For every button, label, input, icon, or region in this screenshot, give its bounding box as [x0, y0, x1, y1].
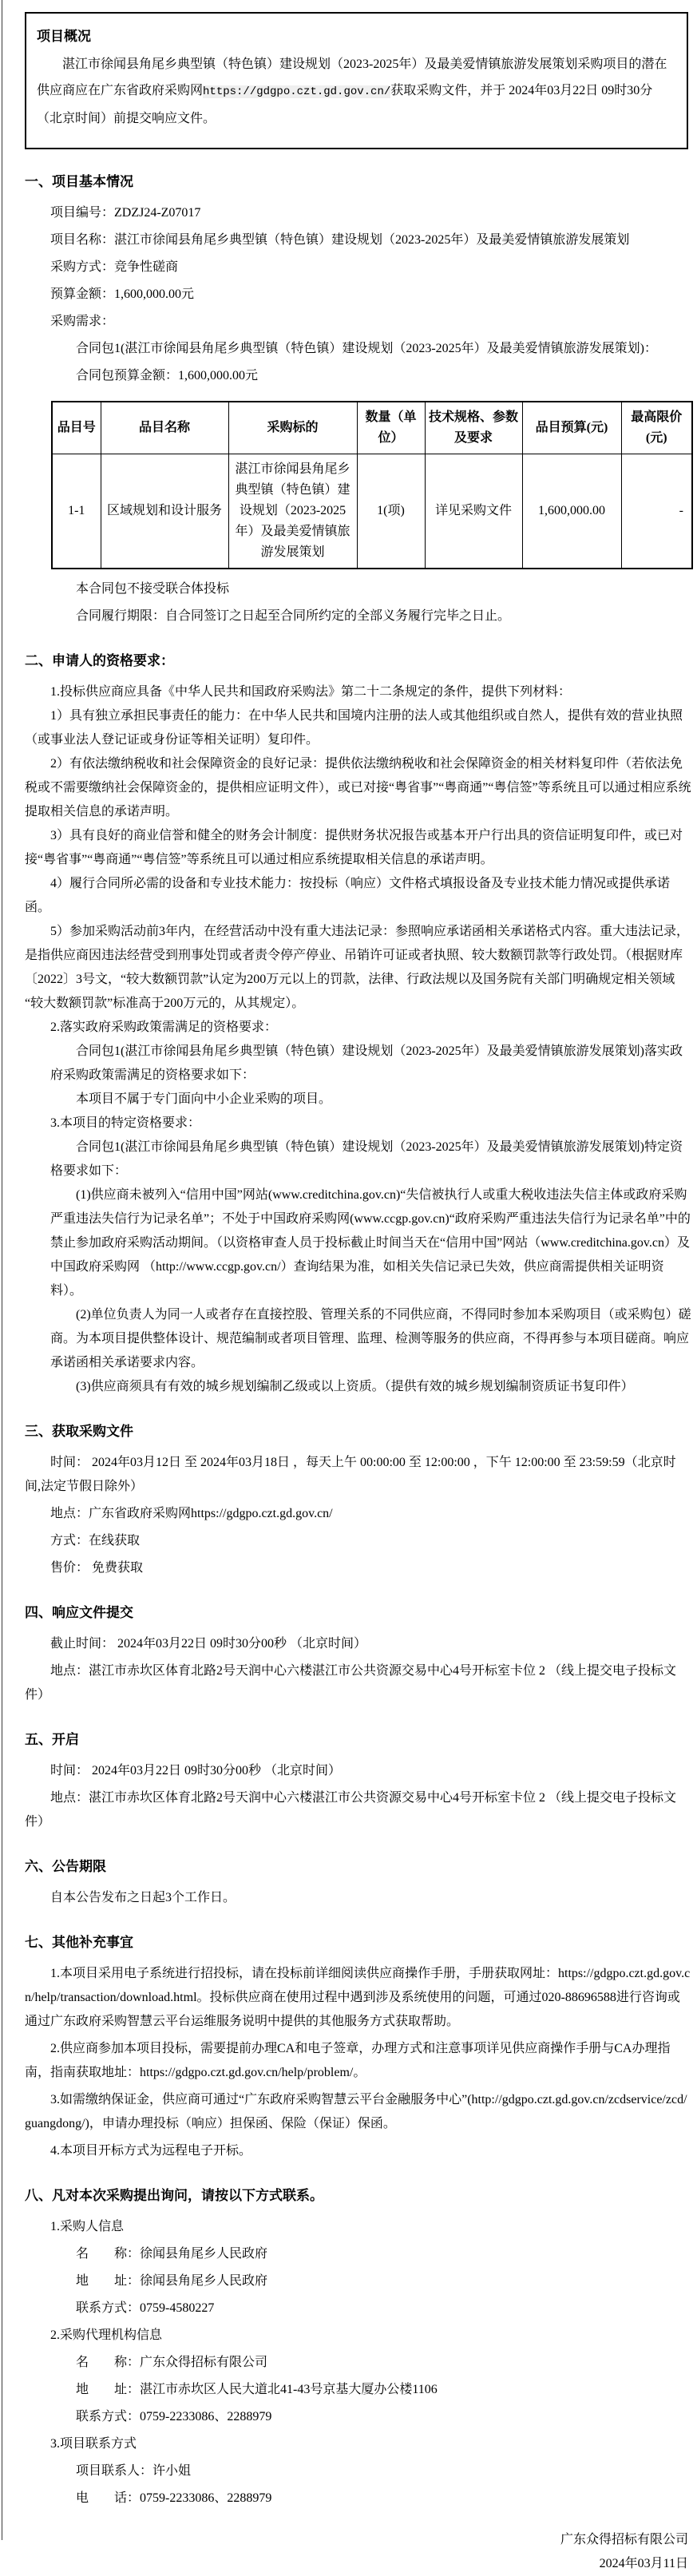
not-sme-project-note: 本项目不属于专门面向中小企业采购的项目。: [76, 1092, 332, 1106]
procurement-site-url: https://gdgpo.czt.gd.gov.cn/: [203, 85, 391, 98]
procurement-method-line: 采购方式：竞争性磋商: [50, 260, 179, 274]
items-table: [51, 401, 693, 569]
cell-max-price: -: [621, 454, 692, 569]
supplement-item-3: 3.如需缴纳保证金，供应商可通过“广东政府采购智慧云平台金融服务中心”(http://gdgpo.czt.gd.gov.cn/zcdservice/zcd/guangdong/)，申请办理投标（响应）担保函、保险（保证）保函。: [25, 2093, 687, 2130]
contract-duration-note: 合同履行期限：自合同签订之日起至合同所约定的全部义务履行完毕之日止。: [76, 609, 511, 623]
cell-item-budget: 1,600,000.00: [522, 454, 621, 569]
qualification-paragraph-5: 4）履行合同所必需的设备和专业技术能力：按投标（响应）文件格式填报设备及专业技术能力情况或提供承诺函。: [25, 877, 671, 914]
purchaser-name-line: 名 称：徐闻县角尾乡人民政府: [76, 2247, 268, 2261]
section-6-heading: 六、公告期限: [25, 1859, 106, 1874]
project-contact-title: 3.项目联系方式: [50, 2437, 137, 2451]
doc-time-line: 时间： 2024年03月12日 至 2024年03月18日 ，每天上午 00:00:00 至 12:00:00 ，下午 12:00:00 至 23:59:59（北京时间,法定节假日除外）: [25, 1456, 676, 1493]
submit-deadline-line: 截止时间： 2024年03月22日 09时30分00秒 （北京时间）: [50, 1637, 367, 1651]
header-item-budget: 品目预算(元): [522, 402, 621, 454]
open-place-line: 地点：湛江市赤坎区体育北路2号天润中心六楼湛江市公共资源交易中心4号开标室卡位 2 （线上提交电子投标文件）: [25, 1791, 677, 1829]
project-contact-person-line: 项目联系人：许小姐: [76, 2464, 192, 2478]
specific-requirement-package-line: 合同包1(湛江市徐闻县角尾乡典型镇（特色镇）建设规划（2023-2025年）及最美爱情镇旅游发展策划)特定资格要求如下：: [50, 1140, 683, 1178]
supplement-item-1: 1.本项目采用电子系统进行招投标，请在投标前详细阅读供应商操作手册，手册获取网址：https://gdgpo.czt.gd.gov.cn/help/transaction/download.html。投标供应商在使用过程中遇到涉及系统使用的问题，可通过020-88696588进行咨询或通过广东政府采购智慧云平台运维服务说明中提供的其他服务方式获取帮助。: [25, 1967, 691, 2028]
doc-method-line: 方式：在线获取: [50, 1534, 141, 1548]
section-4-heading: 四、响应文件提交: [25, 1605, 133, 1620]
project-name-line: 项目名称：湛江市徐闻县角尾乡典型镇（特色镇）建设规划（2023-2025年）及最美爱情镇旅游发展策划: [50, 233, 630, 247]
header-quantity: 数量（单位）: [357, 402, 425, 454]
header-item-no: 品目号: [52, 402, 101, 454]
qualification-paragraph-6: 5）参加采购活动前3年内，在经营活动中没有重大违法记录：参照响应承诺函相关承诺格式内容。重大违法记录，是指供应商因违法经营受到刑事处罚或者责令停产停业、吊销许可证或者执照、较大数额罚款等行政处罚。（根据财库〔2022〕3号文，“较大数额罚款”认定为200万元以上的罚款，法律、行政法规以及国务院有关部门明确规定相关领域“较大数额罚款”标准高于200万元的，从其规定）。: [25, 925, 690, 1010]
items-table-row: [52, 454, 692, 569]
section-5-heading: 五、开启: [25, 1732, 79, 1747]
section-7-heading: 七、其他补充事宜: [25, 1935, 133, 1950]
overview-title: 项目概况: [37, 29, 91, 44]
policy-requirement-title: 2.落实政府采购政策需满足的资格要求：: [50, 1020, 278, 1034]
section-8-heading: 八、凡对本次采购提出询问，请按以下方式联系。: [25, 2188, 323, 2203]
purchaser-contact-line: 联系方式：0759-4580227: [76, 2301, 215, 2315]
header-tech-spec: 技术规格、参数及要求: [425, 402, 522, 454]
cell-item-name: 区域规划和设计服务: [101, 454, 228, 569]
supplement-item-2: 2.供应商参加本项目投标，需要提前办理CA和电子签章，办理方式和注意事项详见供应商操作手册与CA办理指南，指南获取地址：https://gdgpo.czt.gd.gov.cn/help/problem/。: [25, 2042, 671, 2079]
no-joint-bid-note: 本合同包不接受联合体投标: [76, 582, 230, 596]
overview-box: [25, 12, 688, 149]
contract-budget-line: 合同包预算金额：1,600,000.00元: [76, 369, 259, 382]
submit-place-line: 地点：湛江市赤坎区体育北路2号天润中心六楼湛江市公共资源交易中心4号开标室卡位 2 （线上提交电子投标文件）: [25, 1664, 677, 1702]
demand-label: 采购需求：: [50, 315, 115, 328]
project-contact-phone-line: 电 话：0759-2233086、2288979: [76, 2491, 272, 2505]
overview-paragraph: [37, 51, 674, 132]
policy-requirement-package-line: 合同包1(湛江市徐闻县角尾乡典型镇（特色镇）建设规划（2023-2025年）及最美爱情镇旅游发展策划)落实政府采购政策需满足的资格要求如下：: [50, 1044, 683, 1082]
footer-date: 2024年03月11日: [599, 2557, 688, 2570]
notice-period-line: 自本公告发布之日起3个工作日。: [50, 1891, 236, 1904]
doc-place-line: 地点：广东省政府采购网https://gdgpo.czt.gd.gov.cn/: [50, 1507, 333, 1520]
signature-block: [25, 2528, 691, 2576]
qualification-paragraph-2: 1）具有独立承担民事责任的能力：在中华人民共和国境内注册的法人或其他组织或自然人，提供有效的营业执照（或事业法人登记证或身份证等相关证明）复印件。: [25, 709, 683, 747]
specific-requirement-1: (1)供应商未被列入“信用中国”网站(www.creditchina.gov.cn)“失信被执行人或重大税收违法失信主体或政府采购严重违法失信行为记录名单”；不处于中国政府采购网(www.ccgp.gov.cn)“政府采购严重违法失信行为记录名单”中的禁止参加政府采购活动期间。（以资格审查人员于投标截止时间当天在“信用中国”网站（www.creditchina.gov.cn）及中国政府采购网 （http://www.ccgp.gov.cn/）查询结果为准，如相关失信记录已失效，供应商需提供相关证明资料）。: [50, 1188, 691, 1298]
section-2-heading: 二、申请人的资格要求：: [25, 653, 174, 668]
overview-text-after-url: 获取采购文件，并于 2024年03月22日 09时30分 （北京时间）前提交响应文件。: [37, 84, 653, 125]
purchaser-info-title: 1.采购人信息: [50, 2220, 125, 2233]
cell-procurement-target: 湛江市徐闻县角尾乡典型镇（特色镇）建设规划（2023-2025年）及最美爱情镇旅游发展策划: [228, 454, 357, 569]
qualification-paragraph-1: 1.投标供应商应具备《中华人民共和国政府采购法》第二十二条规定的条件，提供下列材料：: [50, 685, 572, 699]
supplement-item-4: 4.本项目开标方式为远程电子开标。: [50, 2144, 252, 2158]
contract-package-line: 合同包1(湛江市徐闻县角尾乡典型镇（特色镇）建设规划（2023-2025年）及最美爱情镇旅游发展策划)：: [76, 342, 657, 355]
open-time-line: 时间： 2024年03月22日 09时30分00秒 （北京时间）: [50, 1764, 342, 1777]
doc-price-line: 售价： 免费获取: [50, 1561, 144, 1575]
header-max-price: 最高限价(元): [621, 402, 692, 454]
specific-requirement-title: 3.本项目的特定资格要求：: [50, 1116, 201, 1130]
project-number-line: 项目编号：ZDZJ24-Z07017: [50, 206, 201, 220]
header-procurement-target: 采购标的: [228, 402, 357, 454]
header-item-name: 品目名称: [101, 402, 228, 454]
specific-requirement-2: (2)单位负责人为同一人或者存在直接控股、管理关系的不同供应商，不得同时参加本采购项目（或采购包）磋商。为本项目提供整体设计、规范编制或者项目管理、监理、检测等服务的供应商，不得再参与本项目磋商。响应承诺函相关承诺要求内容。: [50, 1308, 691, 1369]
purchaser-address-line: 地 址：徐闻县角尾乡人民政府: [76, 2274, 268, 2288]
overview-text-before-url: 湛江市徐闻县角尾乡典型镇（特色镇）建设规划（2023-2025年）及最美爱情镇旅游发展策划采购项目的潜在供应商应在广东省政府采购网: [37, 57, 667, 97]
cell-item-no: 1-1: [52, 454, 101, 569]
section-1-heading: 一、项目基本情况: [25, 174, 133, 189]
agency-name-line: 名 称：广东众得招标有限公司: [76, 2356, 268, 2369]
qualification-paragraph-3: 2）有依法缴纳税收和社会保障资金的良好记录：提供依法缴纳税收和社会保障资金的相关材料复印件（若依法免税或不需要缴纳社会保障资金的，提供相应证明文件），或已对接“粤省事”“粤商通”“粤信签”等系统且可以通过相应系统提取相关信息的承诺声明。: [25, 757, 691, 818]
cell-tech-spec: 详见采购文件: [425, 454, 522, 569]
agency-address-line: 地 址：湛江市赤坎区人民大道北41-43号京基大厦办公楼1106: [76, 2383, 438, 2396]
qualification-paragraph-4: 3）具有良好的商业信誉和健全的财务会计制度：提供财务状况报告或基本开户行出具的资信证明复印件，或已对接“粤省事”“粤商通”“粤信签”等系统且可以通过相应系统提取相关信息的承诺声明。: [25, 829, 683, 866]
cell-quantity: 1(项): [357, 454, 425, 569]
section-3-heading: 三、获取采购文件: [25, 1424, 133, 1439]
footer-company: 广东众得招标有限公司: [560, 2533, 688, 2546]
agency-info-title: 2.采购代理机构信息: [50, 2328, 163, 2342]
budget-line: 预算金额：1,600,000.00元: [50, 287, 195, 301]
specific-requirement-3: (3)供应商须具有有效的城乡规划编制乙级或以上资质。（提供有效的城乡规划编制资质证书复印件）: [76, 1380, 634, 1393]
agency-contact-line: 联系方式：0759-2233086、2288979: [76, 2410, 272, 2423]
items-table-header-row: [52, 402, 692, 454]
